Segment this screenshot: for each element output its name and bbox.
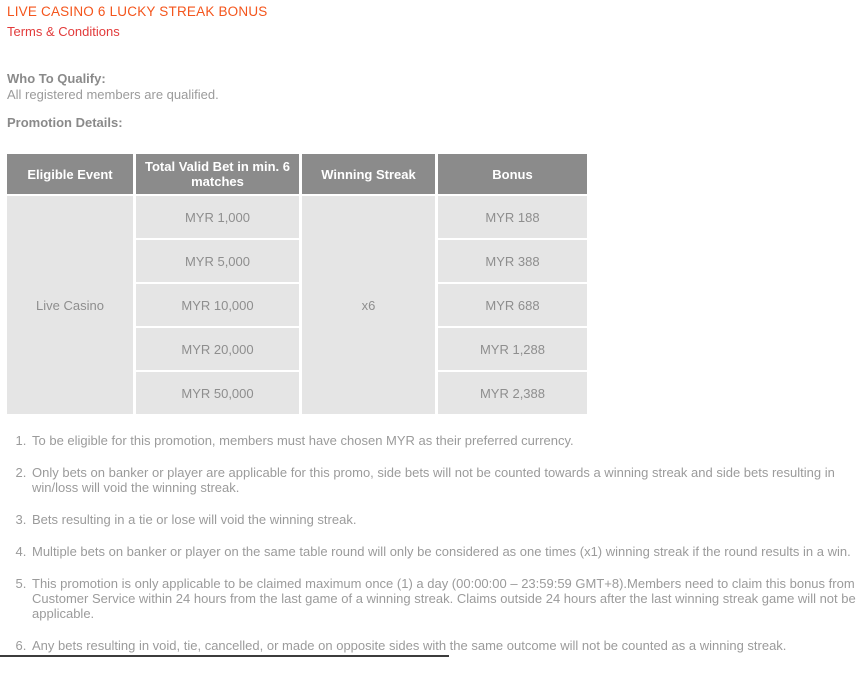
promotion-details-heading: Promotion Details: bbox=[7, 115, 123, 130]
cell-bet: MYR 1,000 bbox=[136, 196, 299, 238]
cell-bonus: MYR 1,288 bbox=[438, 328, 587, 370]
terms-list bbox=[7, 433, 857, 653]
cell-bonus: MYR 388 bbox=[438, 240, 587, 282]
page-title: LIVE CASINO 6 LUCKY STREAK BONUS bbox=[7, 4, 268, 19]
who-to-qualify-section bbox=[7, 71, 857, 103]
terms-item: 3. Bets resulting in a tie or lose will void the winning streak. bbox=[30, 512, 857, 527]
cell-eligible-event: Live Casino bbox=[7, 196, 133, 414]
cell-winning-streak: x6 bbox=[302, 196, 435, 414]
bottom-divider bbox=[0, 655, 449, 657]
terms-item: 4. Multiple bets on banker or player on the same table round will only be considered as one times (x1) winning streak if the round results in a win. bbox=[30, 544, 857, 559]
cell-bet: MYR 5,000 bbox=[136, 240, 299, 282]
who-to-qualify-text: All registered members are qualified. bbox=[7, 87, 219, 102]
promotion-table-header bbox=[7, 154, 587, 194]
terms-item: 5. This promotion is only applicable to be claimed maximum once (1) a day (00:00:00 – 23:59:59 GMT+8).Members need to claim this bonus from Customer Service within 24 hours from the last game of a winning streak. Claims outside 24 hours after the last winning streak game will not be applicable. bbox=[30, 576, 857, 621]
header-winning-streak: Winning Streak bbox=[302, 154, 435, 194]
table-row bbox=[7, 196, 587, 238]
terms-item: 1. To be eligible for this promotion, members must have chosen MYR as their preferred currency. bbox=[30, 433, 857, 448]
terms-item: 6. Any bets resulting in void, tie, cancelled, or made on opposite sides with the same outcome will not be counted as a winning streak. bbox=[30, 638, 857, 653]
cell-bonus: MYR 188 bbox=[438, 196, 587, 238]
header-total-valid-bet: Total Valid Bet in min. 6 matches bbox=[136, 154, 299, 194]
header-eligible-event: Eligible Event bbox=[7, 154, 133, 194]
cell-bet: MYR 50,000 bbox=[136, 372, 299, 414]
cell-bet: MYR 10,000 bbox=[136, 284, 299, 326]
promotion-table-body bbox=[7, 196, 587, 414]
cell-bet: MYR 20,000 bbox=[136, 328, 299, 370]
terms-item: 2. Only bets on banker or player are applicable for this promo, side bets will not be counted towards a winning streak and side bets resulting in win/loss will void the winning streak. bbox=[30, 465, 857, 495]
who-to-qualify-heading: Who To Qualify: bbox=[7, 71, 106, 86]
terms-and-conditions-link[interactable]: Terms & Conditions bbox=[7, 24, 120, 39]
cell-bonus: MYR 2,388 bbox=[438, 372, 587, 414]
promotion-table bbox=[4, 152, 590, 416]
promotion-details-section bbox=[7, 115, 857, 131]
cell-bonus: MYR 688 bbox=[438, 284, 587, 326]
header-bonus: Bonus bbox=[438, 154, 587, 194]
